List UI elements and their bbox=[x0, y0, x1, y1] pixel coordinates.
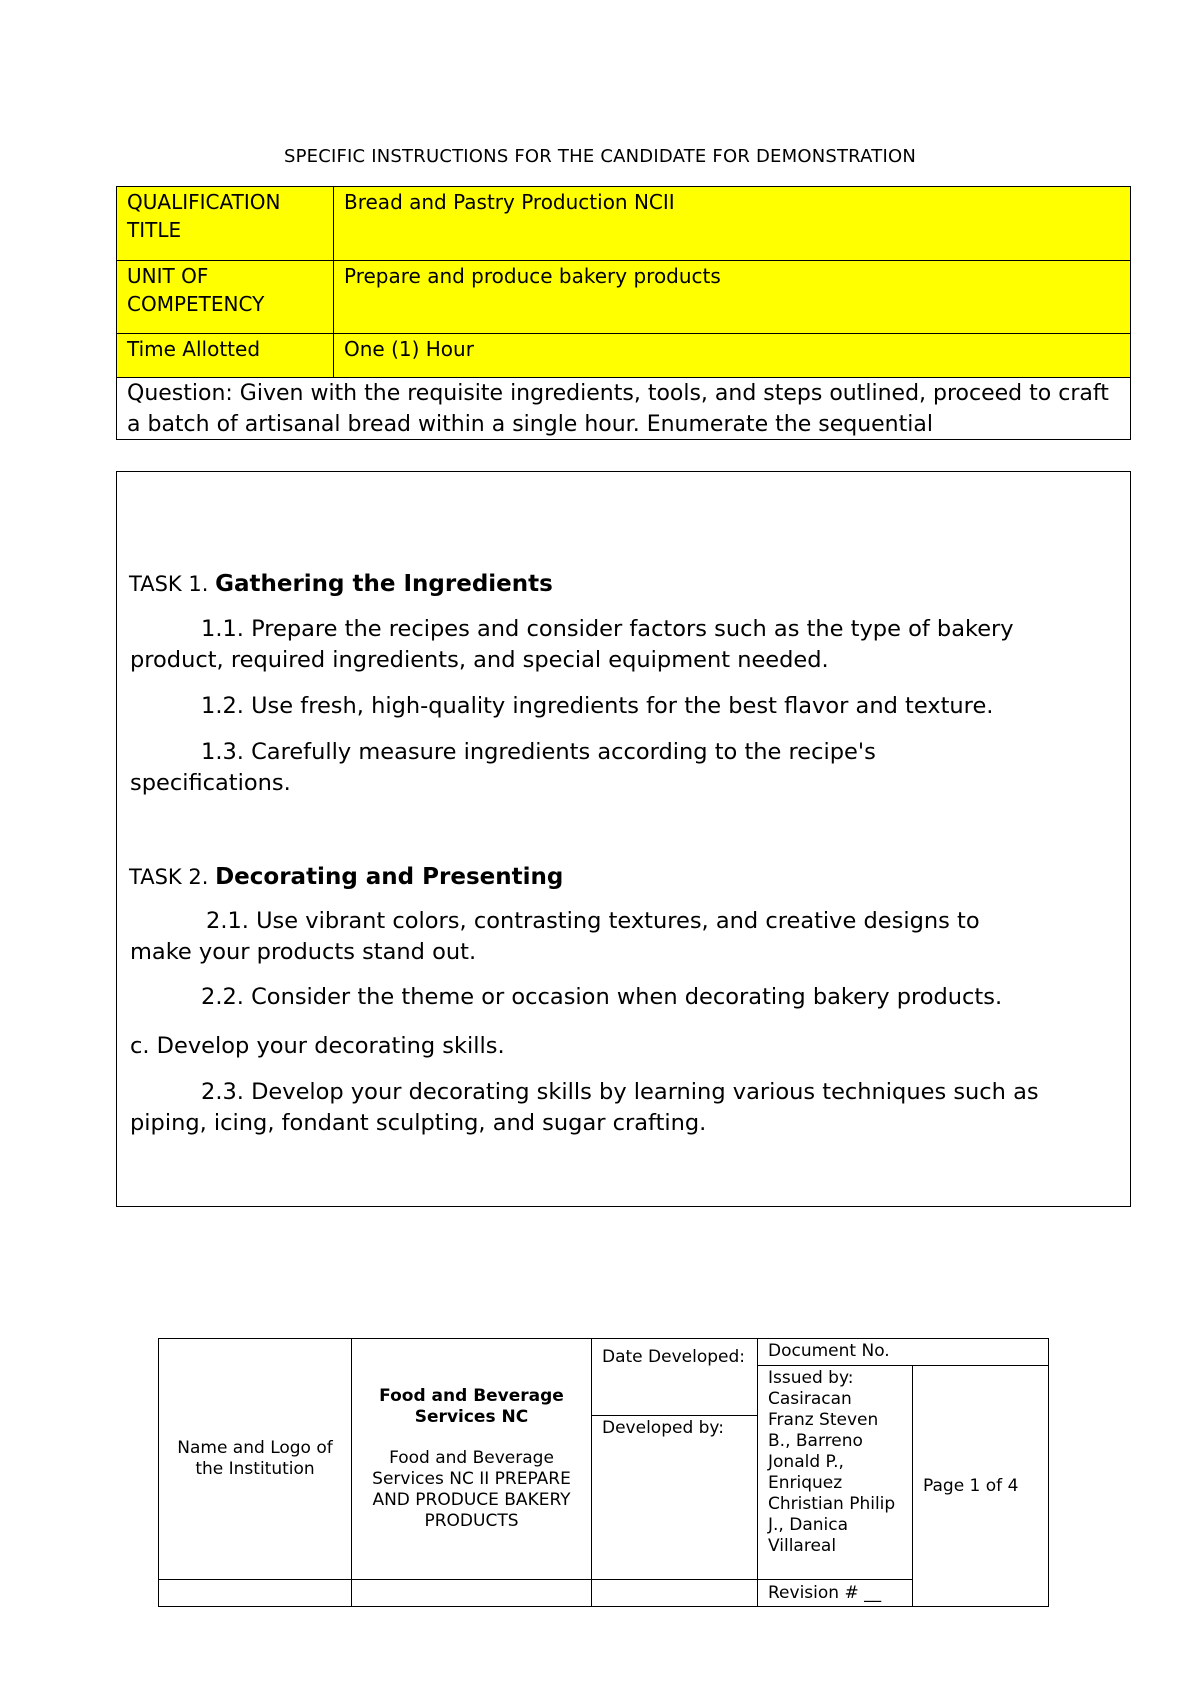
task1-item-1-1-line1: 1.1. Prepare the recipes and consider factors such as the type of bakery bbox=[201, 616, 1014, 642]
task-box bbox=[116, 471, 1131, 1207]
task1-item-1-3-line2: specifications. bbox=[130, 770, 291, 796]
task2-item-2-3-line1: 2.3. Develop your decorating skills by learning various techniques such as bbox=[201, 1079, 1039, 1105]
unit-label: UNIT OF COMPETENCY bbox=[117, 261, 334, 334]
time-label: Time Allotted bbox=[117, 334, 334, 378]
task2-item-2-3-line2: piping, icing, fondant sculpting, and sugar crafting. bbox=[130, 1110, 707, 1136]
program-name: Food and Beverage Services NC bbox=[379, 1386, 564, 1427]
question-cell bbox=[117, 378, 1131, 440]
task1-item-1-3-line1: 1.3. Carefully measure ingredients according to the recipe's bbox=[201, 739, 876, 765]
footer-table bbox=[158, 1338, 1049, 1607]
page-heading: SPECIFIC INSTRUCTIONS FOR THE CANDIDATE FOR DEMONSTRATION bbox=[283, 146, 917, 167]
date-developed-cell: Date Developed: bbox=[592, 1339, 758, 1416]
institution-cell: Name and Logo of the Institution bbox=[159, 1339, 352, 1580]
revision-cell: Revision # __ bbox=[758, 1580, 913, 1607]
institution-cell-end bbox=[159, 1580, 352, 1607]
task2-heading bbox=[129, 862, 563, 893]
time-row bbox=[117, 334, 1131, 378]
unit-value: Prepare and produce bakery products bbox=[334, 261, 1131, 334]
qualification-row bbox=[117, 187, 1131, 261]
task2-title: Decorating and Presenting bbox=[215, 864, 564, 890]
qualification-label: QUALIFICATION TITLE bbox=[117, 187, 334, 261]
task1-item-1-1-line2: product, required ingredients, and special equipment needed. bbox=[130, 647, 829, 673]
info-table bbox=[116, 186, 1131, 440]
task1-heading bbox=[129, 569, 553, 600]
question-row bbox=[117, 378, 1131, 440]
task2-prefix: TASK 2. bbox=[129, 865, 209, 889]
program-cell bbox=[352, 1339, 592, 1580]
developed-by-cell-end bbox=[592, 1580, 758, 1607]
task2-item-2-2: 2.2. Consider the theme or occasion when decorating bakery products. bbox=[201, 984, 1003, 1010]
task1-item-1-2: 1.2. Use fresh, high-quality ingredients for the best flavor and texture. bbox=[201, 693, 994, 719]
task2-item-2-1-line2: make your products stand out. bbox=[130, 939, 477, 965]
task1-title: Gathering the Ingredients bbox=[215, 571, 553, 597]
qualification-value: Bread and Pastry Production NCII bbox=[334, 187, 1131, 261]
question-text: Question: Given with the requisite ingredients, tools, and steps outlined, proceed to craft a batch of artisanal bread within a single hour. Enumerate the sequential bbox=[127, 381, 1109, 437]
issued-by-cell: Issued by: Casiracan Franz Steven B., Barreno Jonald P., Enriquez Christian Philip J., Danica Villareal bbox=[758, 1366, 913, 1580]
developed-by-cell: Developed by: bbox=[592, 1416, 758, 1580]
task1-prefix: TASK 1. bbox=[129, 572, 209, 596]
program-detail: Food and Beverage Services NC II PREPARE AND PRODUCE BAKERY PRODUCTS bbox=[372, 1448, 571, 1531]
task2-item-c: c. Develop your decorating skills. bbox=[130, 1033, 505, 1059]
program-cell-end bbox=[352, 1580, 592, 1607]
document-no-cell: Document No. bbox=[758, 1339, 1049, 1366]
task2-item-2-1-line1: 2.1. Use vibrant colors, contrasting textures, and creative designs to bbox=[206, 908, 980, 934]
page-number-cell: Page 1 of 4 bbox=[913, 1366, 1049, 1607]
unit-row bbox=[117, 261, 1131, 334]
time-value: One (1) Hour bbox=[334, 334, 1131, 378]
